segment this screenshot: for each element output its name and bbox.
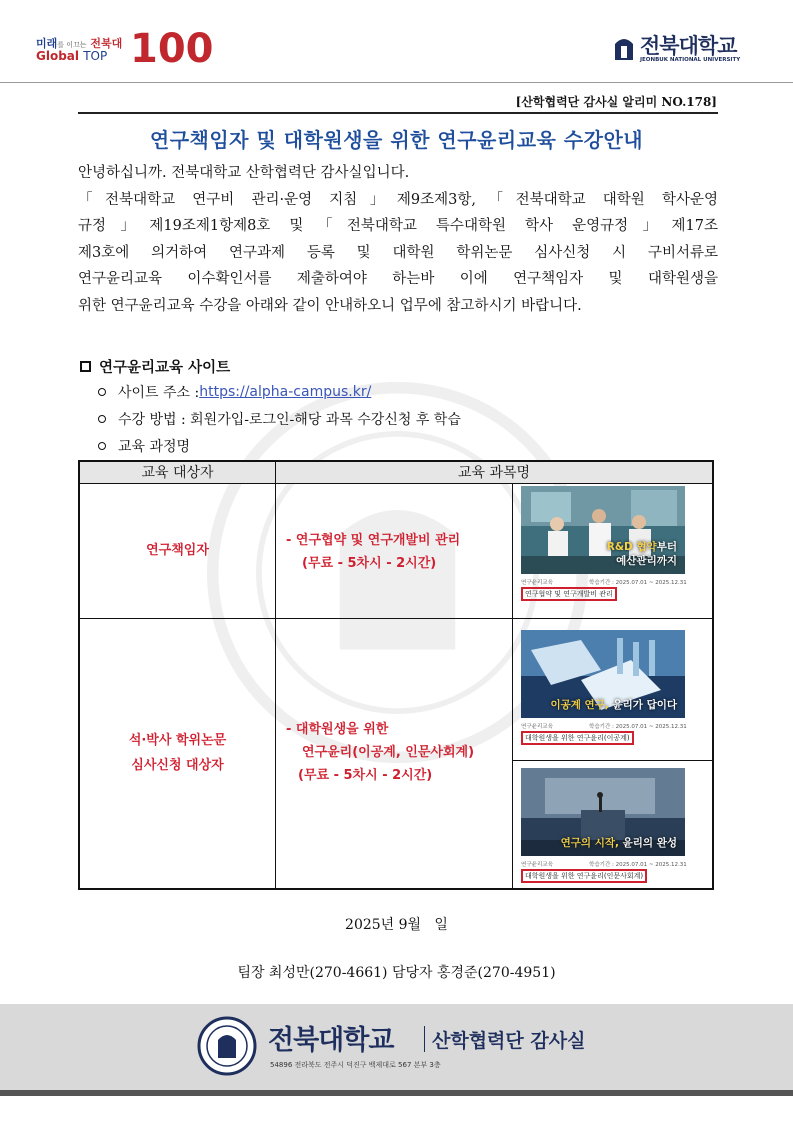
thumbnail-caption: 이공계 연구, 윤리가 답이다	[550, 699, 677, 711]
body-line: 위한 연구윤리교육 수강을 아래와 같이 안내하오니 업무에 참고하시기 바랍니다.	[78, 297, 582, 314]
course-title-highlight: 대학원생을 위한 연구윤리(이공계)	[521, 731, 634, 745]
course-list-label: 교육 과정명	[118, 439, 191, 455]
notice-number: [산학협력단 감사실 알리미 NO.178]	[515, 95, 717, 109]
contact-info: 팀장 최성만(270-4661) 담당자 홍경준(270-4951)	[237, 965, 556, 981]
method-item	[98, 409, 461, 429]
course-detail-line: (무료 - 5차시 - 2시간)	[298, 768, 433, 783]
page-title: 연구책임자 및 대학원생을 위한 연구윤리교육 수강안내	[149, 128, 644, 152]
jbnu-english-name: JEONBUK NATIONAL UNIVERSITY	[640, 57, 741, 63]
table-divider	[512, 484, 513, 888]
page-footer	[0, 1004, 793, 1090]
body-line: 「전북대학교 연구비 관리·운영 지침」제9조제3항,「전북대학교 대학원 학사운영	[78, 191, 718, 208]
checkbox-square-icon	[80, 361, 91, 372]
course-table	[78, 460, 714, 890]
table-divider	[512, 760, 712, 761]
course-thumbnail	[521, 486, 685, 574]
method-text: 수강 방법 : 회원가입-로그인-해당 과목 수강신청 후 학습	[118, 412, 461, 428]
circle-bullet-icon	[98, 388, 106, 396]
learning-period: 학습기간 : 2025.07.01 ~ 2025.12.31	[589, 724, 687, 730]
body-line: 규정」제19조제1항제8호 및「전북대학교 특수대학원 학사 운영규정」제17조	[78, 218, 718, 234]
site-address-item	[98, 382, 371, 402]
target-graduate-line1: 석·박사 학위논문	[128, 733, 227, 748]
course-thumbnail	[521, 630, 685, 718]
page-header	[0, 0, 793, 82]
course-tag: 연구윤리교육	[521, 862, 553, 868]
svg-text:100: 100	[130, 26, 214, 72]
footer-university-name: 전북대학교	[268, 1025, 394, 1056]
body-paragraph	[78, 160, 718, 319]
course-name-line: 연구윤리(이공계, 인문사회계)	[302, 745, 475, 760]
footer-bottom-bar	[0, 1090, 793, 1096]
course-tag: 연구윤리교육	[521, 580, 553, 586]
global-top100-logo	[36, 24, 214, 72]
body-line: 안녕하십니까. 전북대학교 산학협력단 감사실입니다.	[78, 165, 410, 181]
column-header-course: 교육 과목명	[457, 465, 531, 481]
site-url-link[interactable]: https://alpha-campus.kr/	[199, 384, 372, 400]
circle-bullet-icon	[98, 442, 106, 450]
section-heading-text: 연구윤리교육 사이트	[99, 360, 231, 376]
top100-number-mark	[130, 24, 214, 72]
section-heading	[80, 356, 230, 377]
learning-period: 학습기간 : 2025.07.01 ~ 2025.12.31	[589, 580, 687, 586]
table-divider	[80, 618, 712, 619]
target-researcher: 연구책임자	[146, 543, 209, 558]
target-graduate-line2: 심사신청 대상자	[131, 758, 224, 773]
footer-separator	[424, 1026, 425, 1052]
table-header	[80, 462, 712, 484]
jbnu-name: 전북대학교	[640, 34, 737, 58]
course-list-item	[98, 436, 190, 456]
header-divider	[0, 82, 793, 83]
footer-address: 54896 전라북도 전주시 덕진구 백제대로 567 본부 3층	[270, 1061, 441, 1069]
column-header-target: 교육 대상자	[80, 462, 276, 484]
course-name-line: - 연구협약 및 연구개발비 관리	[286, 533, 461, 548]
footer-department: 산학협력단 감사실	[432, 1030, 586, 1052]
thumbnail-caption: R&D 협약부터 예산관리까지	[606, 541, 677, 567]
global-top-label: Global TOP	[36, 49, 108, 63]
jbnu-logo	[612, 30, 762, 70]
notice-rule	[78, 112, 718, 114]
course-tag: 연구윤리교육	[521, 724, 553, 730]
course-title-highlight: 연구협약 및 연구개발비 관리	[521, 587, 617, 601]
circle-bullet-icon	[98, 415, 106, 423]
site-address-label: 사이트 주소 :	[118, 385, 200, 401]
course-name-line: - 대학원생을 위한	[286, 722, 389, 737]
table-divider	[275, 484, 276, 888]
thumbnail-caption: 연구의 시작, 윤리의 완성	[560, 837, 677, 849]
jbnu-emblem-icon	[612, 32, 636, 62]
body-line: 연구윤리교육 이수확인서를 제출하여야 하는바 이에 연구책임자 및 대학원생을	[78, 271, 718, 287]
course-detail-line: (무료 - 5차시 - 2시간)	[302, 556, 437, 571]
issue-date: 2025년 9월 일	[345, 917, 448, 933]
mirae-tagline: 미래를 이끄는 전북대	[36, 37, 123, 50]
learning-period: 학습기간 : 2025.07.01 ~ 2025.12.31	[589, 862, 687, 868]
course-thumbnail	[521, 768, 685, 856]
body-line: 제3호에 의거하여 연구과제 등록 및 대학원 학위논문 심사신청 시 구비서류로	[78, 244, 718, 261]
university-seal-icon	[197, 1016, 257, 1076]
course-title-highlight: 대학원생을 위한 연구윤리(인문사회계)	[521, 869, 647, 883]
